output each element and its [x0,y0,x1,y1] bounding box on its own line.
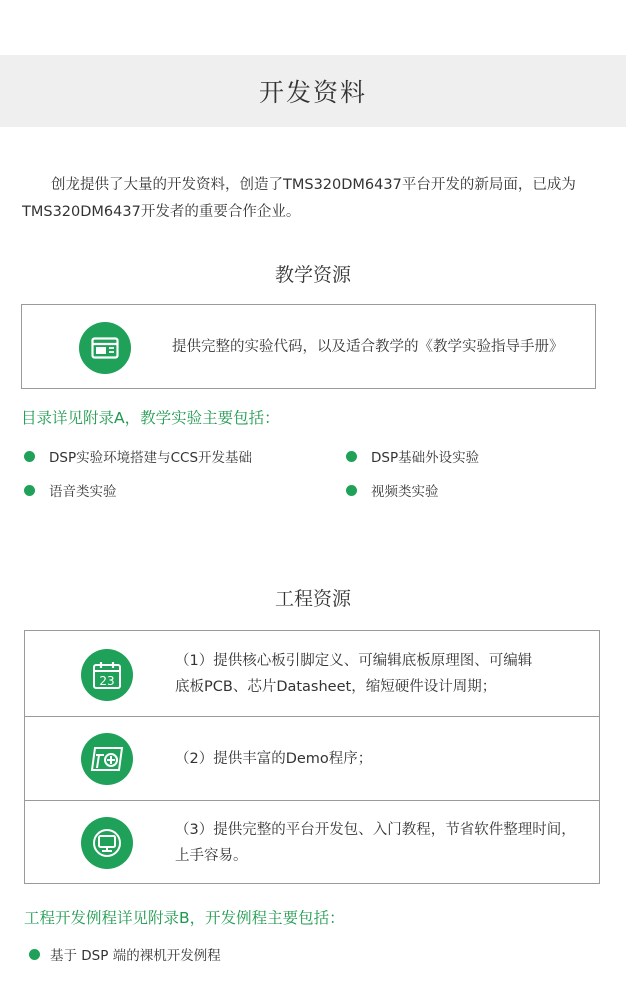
demo-icon [81,733,133,785]
bullet-dot-icon [29,949,40,960]
engineering-row-line1: （3）提供完整的平台开发包、入门教程，节省软件整理时间， [175,822,576,838]
header-band [0,55,626,127]
teaching-list-heading: 目录详见附录A，教学实验主要包括： [21,409,280,427]
calendar-icon-text: 23 [99,674,115,688]
list-item-label: DSP实验环境搭建与CCS开发基础 [49,450,253,466]
calendar-icon [81,649,133,701]
engineering-row-line2: 底板PCB、芯片Datasheet，缩短硬件设计周期； [175,679,497,695]
list-item-label: 语音类实验 [49,484,117,500]
bullet-dot-icon [346,451,357,462]
list-item [346,446,479,466]
list-item-label: 基于 DSP 端的裸机开发例程 [50,948,221,964]
engineering-row [25,800,599,885]
list-item [24,446,252,466]
section-title-engineering: 工程资源 [274,588,351,610]
bullet-dot-icon [24,485,35,496]
book-icon [79,322,131,374]
engineering-row-line1: （1）提供核心板引脚定义、可编辑底板原理图、可编辑 [175,653,533,669]
engineering-list-heading: 工程开发例程详见附录B，开发例程主要包括： [24,909,345,927]
list-item [346,480,439,500]
section-title-teaching: 教学资源 [274,264,351,286]
teaching-box-text: 提供完整的实验代码，以及适合教学的《教学实验指导手册》 [172,339,564,355]
engineering-row [25,716,599,800]
list-item [29,944,221,964]
engineering-row [25,631,599,716]
engineering-row-line1: （2）提供丰富的Demo程序； [175,751,373,767]
engineering-row-line2: 上手容易。 [175,848,248,864]
list-item-label: 视频类实验 [371,484,439,500]
list-item-label: DSP基础外设实验 [371,450,480,466]
intro-paragraph: 创龙提供了大量的开发资料，创造了TMS320DM6437平台开发的新局面，已成为TMS320DM6437开发者的重要合作企业。 [22,177,576,220]
monitor-icon [81,817,133,869]
list-item [24,480,117,500]
engineering-box [24,630,600,884]
bullet-dot-icon [346,485,357,496]
teaching-box [21,304,596,389]
bullet-dot-icon [24,451,35,462]
page-title: 开发资料 [258,78,367,107]
